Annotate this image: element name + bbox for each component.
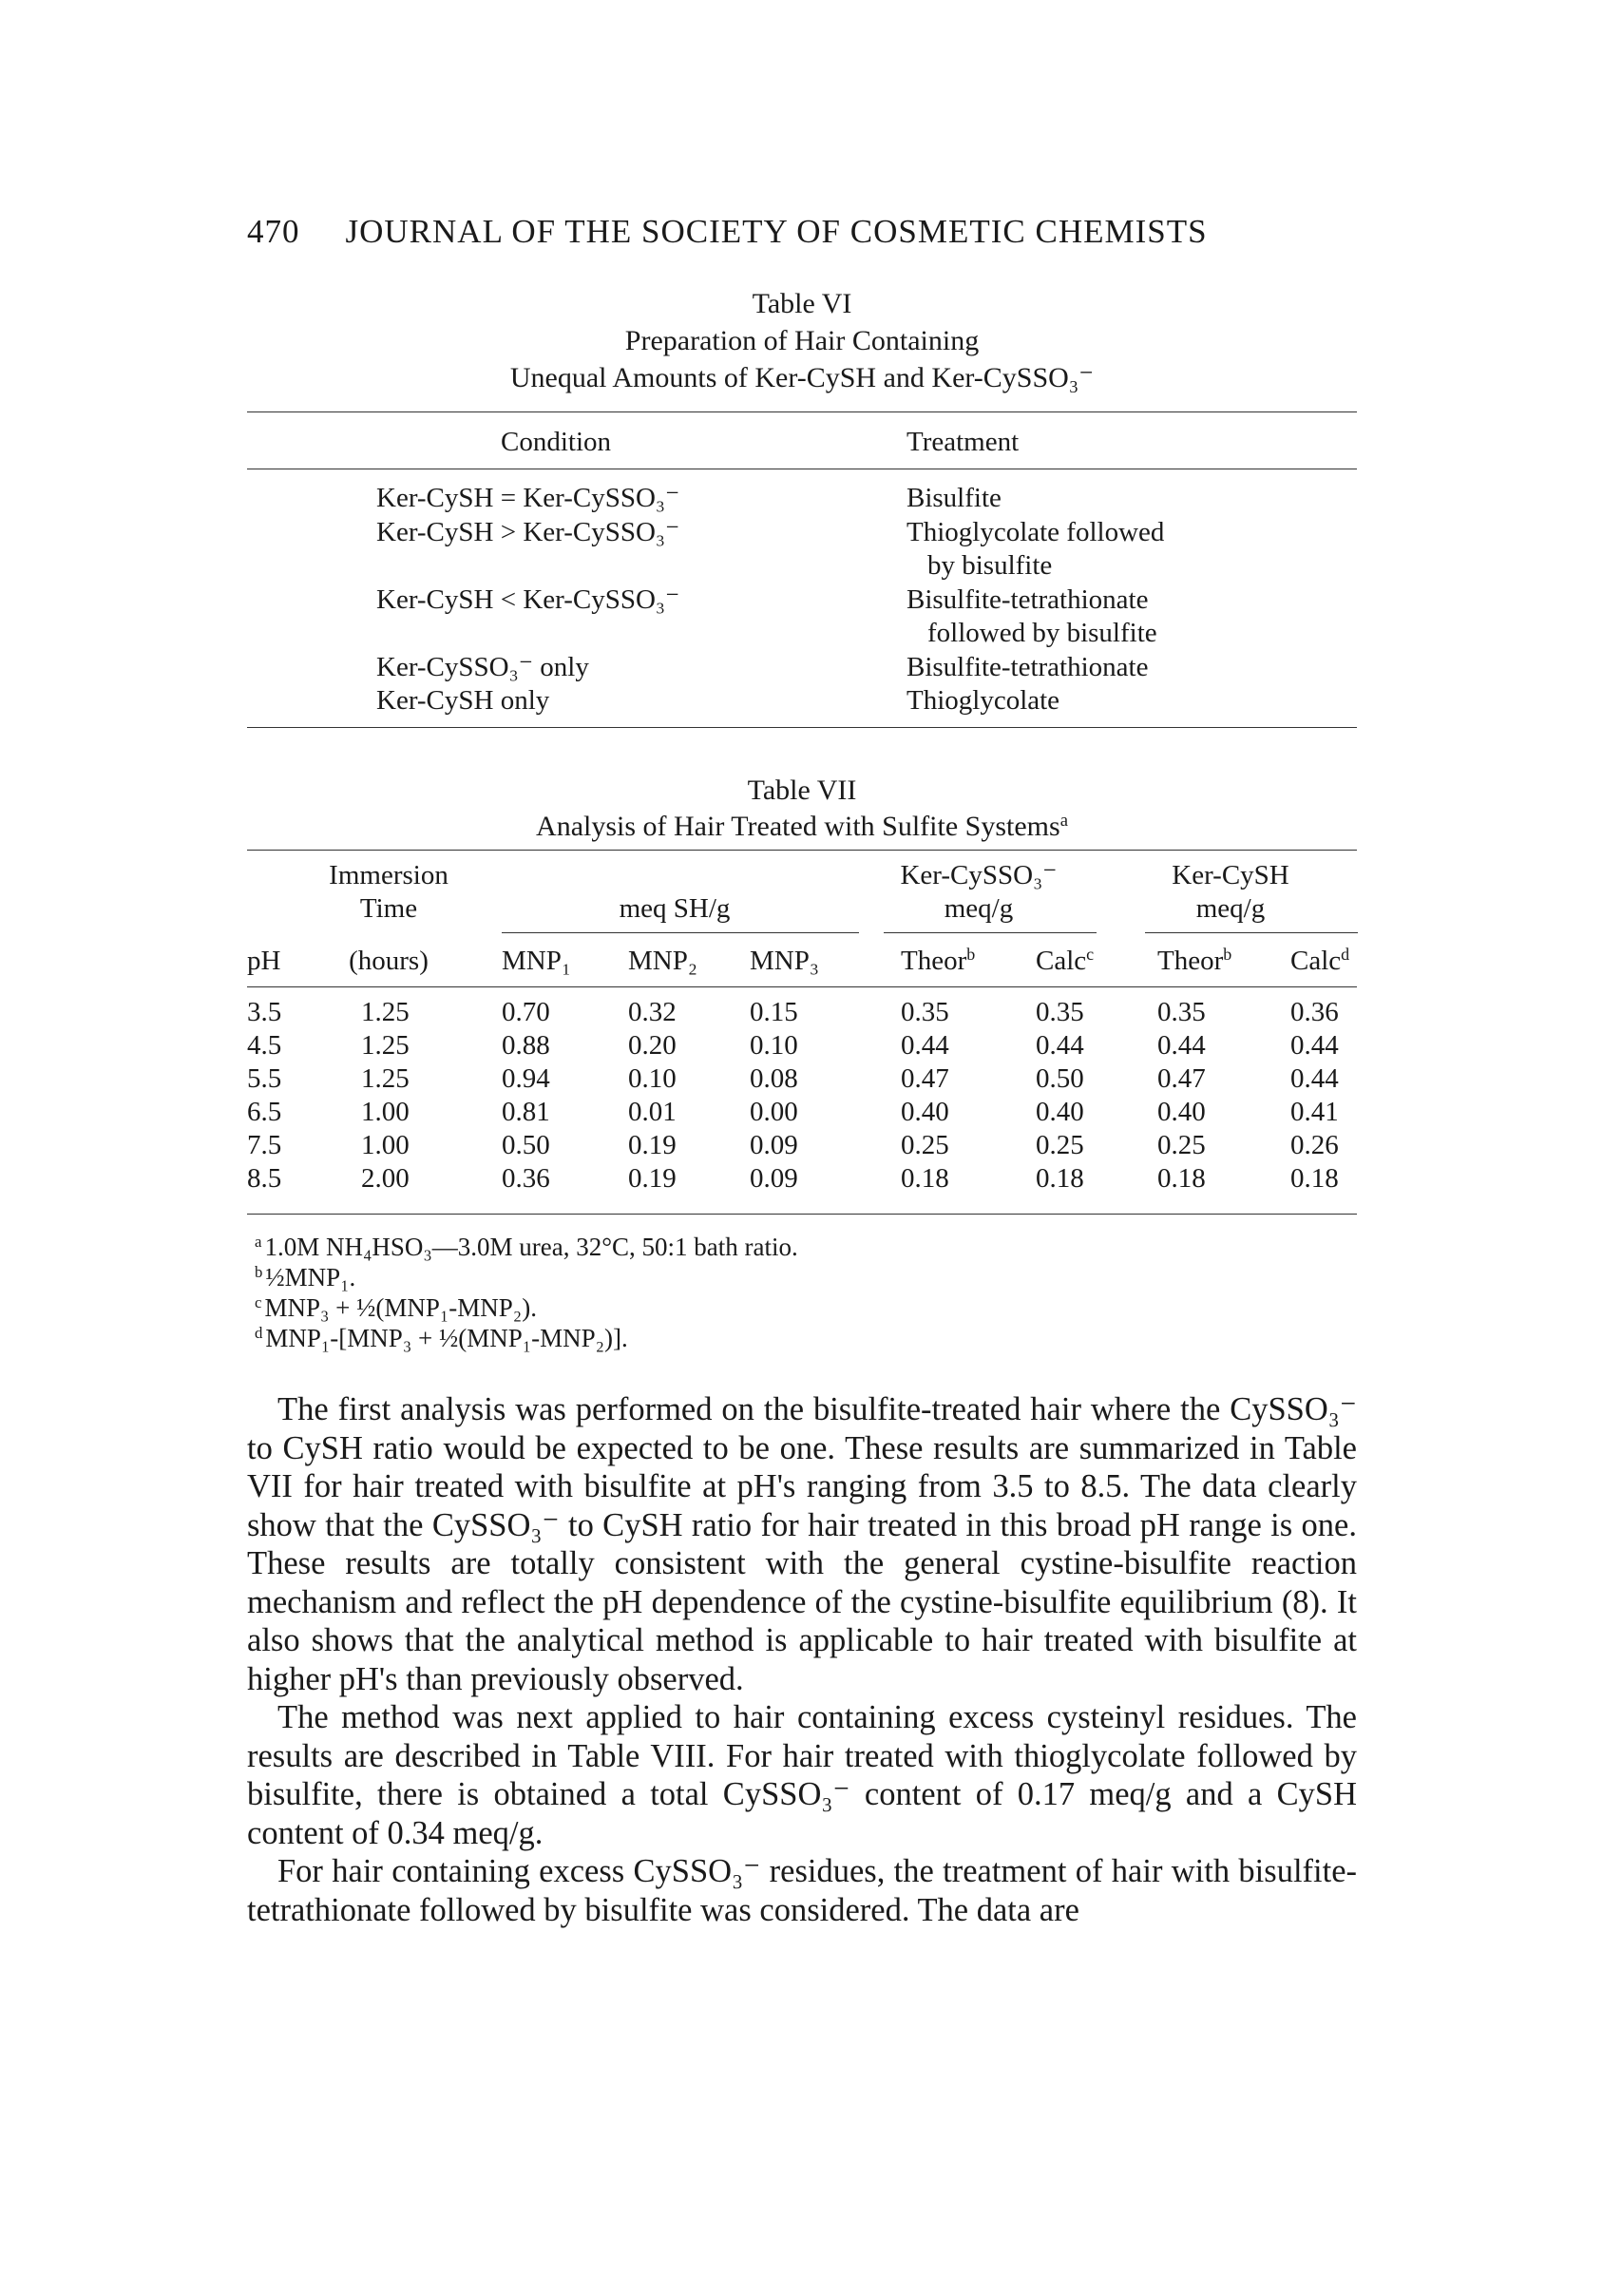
table7-cell: 0.19 (628, 1163, 677, 1194)
table7-cell: 0.88 (502, 1030, 550, 1061)
table7-top-rule (247, 850, 1357, 851)
table7-cell: 0.94 (502, 1063, 550, 1094)
table7-cell: 1.00 (361, 1097, 410, 1127)
table6-top-rule (247, 411, 1357, 412)
table7-bottom-rule (247, 1214, 1357, 1215)
table7-cell: 0.35 (901, 997, 949, 1027)
table7-cell: 0.40 (901, 1097, 949, 1127)
table7-cell: 2.00 (361, 1163, 410, 1194)
table6-treatment: Bisulfite-tetrathionate (906, 652, 1149, 682)
table6-treatment: Thioglycolate (906, 685, 1060, 716)
head-hours: (hours) (349, 946, 429, 976)
head-calc-d: Calc$^d$ (1290, 945, 1350, 976)
table7-cell: 1.00 (361, 1130, 410, 1160)
table6-treatment-cont: by bisulfite (927, 550, 1053, 581)
table6-condition: Ker-CySH > Ker-CySSO₃⁻ (376, 517, 680, 547)
table6-subtitle1: Preparation of Hair Containing (624, 325, 980, 356)
table7-cell: 0.18 (1036, 1163, 1084, 1194)
table7-cell: 1.25 (361, 1063, 410, 1094)
table7-cell: 0.25 (901, 1130, 949, 1160)
table7-cell: 1.25 (361, 997, 410, 1027)
table7-cell: 0.50 (1036, 1063, 1084, 1094)
table6-treatment: Bisulfite (906, 483, 1002, 513)
paragraph: The first analysis was performed on the bisulfite-treated hair where the CySSO₃⁻ to CySH ratio would be expected to be one. These results are summarized in Table VII for hair treated with bisulfite at pH's ranging from 3.5 to 8.5. The data clearly show that the CySSO₃⁻ to CySH ratio for hair treated in this broad pH range is one. These results are totally consistent with the general cystine-bisulfite reaction mechanism and reflect the pH dependence of the cystine-bisulfite equilibrium (8). It also shows that the analytical method is applicable to hair treated with bisulfite at higher pH's than previously observed. (247, 1391, 1357, 1697)
table7-cell: 0.35 (1036, 997, 1084, 1027)
footnote-c: $^c$ MNP₃ + ½(MNP₁-MNP₂). (255, 1292, 537, 1322)
footnote-b: $^b$ ½MNP₁. (255, 1262, 356, 1292)
table7-cell: 0.20 (628, 1030, 677, 1061)
table7-cell: 0.44 (1290, 1063, 1339, 1094)
table7-cell: 0.15 (750, 997, 798, 1027)
table7-cell: 0.18 (1157, 1163, 1206, 1194)
table6-title: Table VI (752, 288, 852, 319)
table7-cell: 0.47 (901, 1063, 949, 1094)
table6-col-treatment: Treatment (906, 427, 1020, 457)
table7-cell: 0.40 (1036, 1097, 1084, 1127)
table6-treatment: Bisulfite-tetrathionate (906, 584, 1149, 615)
head-calc-c: Calc$^c$ (1036, 945, 1095, 976)
meq-sh-rule (502, 932, 859, 933)
table7-cell: 0.44 (901, 1030, 949, 1061)
paragraph: For hair containing excess CySSO₃⁻ residues, the treatment of hair with bisulfite-tetrathionate followed by bisulfite was considered. The data are (247, 1853, 1357, 1928)
head-kcysh-unit: meq/g (1195, 893, 1266, 924)
table6-col-condition: Condition (501, 427, 612, 457)
table7-ph-cell: 3.5 (247, 997, 282, 1027)
kcysh-rule (1145, 932, 1358, 933)
footnote-mark: a (1059, 810, 1068, 831)
table6-condition: Ker-CySSO₃⁻ only (376, 652, 589, 682)
table6-condition: Ker-CySH = Ker-CySSO₃⁻ (376, 483, 680, 513)
table7-cell: 0.41 (1290, 1097, 1339, 1127)
footnote-d: $^d$ MNP₁-[MNP₃ + ½(MNP₁-MNP₂)]. (255, 1323, 628, 1352)
footnote-a: $^a$ 1.0M NH₄HSO₃—3.0M urea, 32°C, 50:1 bath ratio. (255, 1232, 798, 1261)
table7-cell: 0.36 (1290, 997, 1339, 1027)
table7-cell: 0.40 (1157, 1097, 1206, 1127)
head-ph: pH (247, 946, 281, 976)
table7-ph-cell: 5.5 (247, 1063, 282, 1094)
head-kcysso3-unit: meq/g (944, 893, 1014, 924)
table7-cell: 0.50 (502, 1130, 550, 1160)
body-text (247, 1390, 1357, 1929)
table7-cell: 0.08 (750, 1063, 798, 1094)
table7-head-rule (247, 986, 1357, 987)
table6-treatment-cont: followed by bisulfite (927, 618, 1157, 648)
table7-subtitle: Analysis of Hair Treated with Sulfite Systems$^a$ (536, 810, 1068, 842)
head-mnp2: MNP₂ (628, 946, 697, 976)
table7-ph-cell: 6.5 (247, 1097, 282, 1127)
table7-cell: 0.44 (1157, 1030, 1206, 1061)
table7-cell: 0.09 (750, 1130, 798, 1160)
table7-ph-cell: 7.5 (247, 1130, 282, 1160)
kcysso3-rule (884, 932, 1097, 933)
table7-cell: 0.10 (750, 1030, 798, 1061)
head-mnp3: MNP₃ (750, 946, 819, 976)
table7-cell: 0.44 (1290, 1030, 1339, 1061)
table7-ph-cell: 8.5 (247, 1163, 282, 1194)
table6-subtitle2: Unequal Amounts of Ker-CySH and Ker-CySSO₃⁻ (509, 362, 1095, 393)
head-time: Time (359, 893, 418, 924)
table7-cell: 0.47 (1157, 1063, 1206, 1094)
running-header (247, 213, 1208, 251)
table6-bottom-rule (247, 727, 1357, 728)
table7-cell: 0.25 (1157, 1130, 1206, 1160)
table6-condition: Ker-CySH < Ker-CySSO₃⁻ (376, 584, 680, 615)
table7-cell: 0.09 (750, 1163, 798, 1194)
table7-cell: 0.00 (750, 1097, 798, 1127)
head-kcysso3: Ker-CySSO₃⁻ (900, 860, 1058, 890)
table7-cell: 0.19 (628, 1130, 677, 1160)
page-number: 470 (247, 213, 300, 250)
table7-cell: 0.81 (502, 1097, 550, 1127)
table7-cell: 0.18 (901, 1163, 949, 1194)
head-mnp1: MNP₁ (502, 946, 571, 976)
table7-ph-cell: 4.5 (247, 1030, 282, 1061)
head-theor2: Theor$^b$ (1157, 945, 1232, 976)
head-kcysh: Ker-CySH (1172, 860, 1289, 890)
journal-title: JOURNAL OF THE SOCIETY OF COSMETIC CHEMISTS (345, 213, 1208, 250)
table7-cell: 0.18 (1290, 1163, 1339, 1194)
table7-cell: 0.44 (1036, 1030, 1084, 1061)
table7-cell: 1.25 (361, 1030, 410, 1061)
head-meq-sh: meq SH/g (619, 893, 731, 924)
table7-cell: 0.25 (1036, 1130, 1084, 1160)
head-theor: Theor$^b$ (901, 945, 976, 976)
table6-condition: Ker-CySH only (376, 685, 550, 716)
head-immersion: Immersion (329, 860, 448, 890)
table7-cell: 0.01 (628, 1097, 677, 1127)
table6-treatment: Thioglycolate followed (906, 517, 1165, 547)
table7-cell: 0.70 (502, 997, 550, 1027)
table7-cell: 0.35 (1157, 997, 1206, 1027)
table7-cell: 0.32 (628, 997, 677, 1027)
table7-title: Table VII (747, 775, 857, 806)
table7-cell: 0.36 (502, 1163, 550, 1194)
table7-cell: 0.26 (1290, 1130, 1339, 1160)
table7-cell: 0.10 (628, 1063, 677, 1094)
paragraph: The method was next applied to hair containing excess cysteinyl residues. The results are described in Table VIII. For hair treated with thioglycolate followed by bisulfite, there is obtained a total CySSO₃⁻ content of 0.17 meq/g and a CySH content of 0.34 meq/g. (247, 1699, 1357, 1851)
